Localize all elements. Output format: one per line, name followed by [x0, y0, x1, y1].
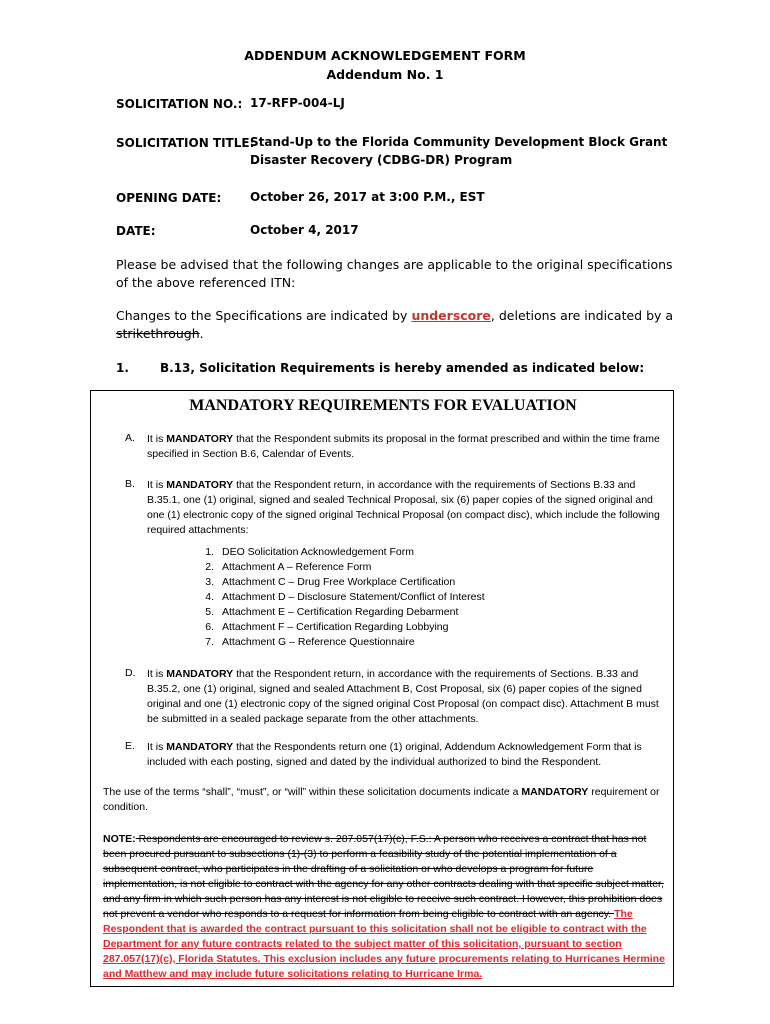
req-b-post: that the Respondent return, in accordance with the requirements of Sections B.33 and B.35.1, one (1) original, signed and sealed Technical Proposal, six (6) paper copies of the signed original and one (1) electronic copy of the signed original Technical Proposal (on compact disc), which include the following required attachments:: [147, 479, 660, 536]
list-item: [186, 635, 485, 650]
list-item: [186, 590, 485, 605]
list-number: 2.: [205, 561, 214, 573]
list-text: Attachment A – Reference Form: [222, 561, 372, 573]
changes-prefix: Changes to the Specifications are indicated by: [116, 308, 412, 323]
req-a-pre: It is: [147, 433, 167, 445]
req-d-mandatory: MANDATORY: [166, 668, 234, 680]
changes-paragraph: [116, 307, 676, 343]
req-a-post: that the Respondent submits its proposal in the format prescribed and within the time frame specified in Section B.6, Calendar of Events.: [147, 433, 660, 460]
note-added-text: The Respondent that is awarded the contract pursuant to this solicitation shall not be eligible to contract with the Department for any future contracts related to the subject matter of this solicitation, pursuant to section 287.057(17)(c), Florida Statutes. This exclusion includes any future procurements relating to Hurricanes Hermine and Matthew and may include future solicitations relating to Hurricane Irma.: [103, 908, 665, 980]
mandatory-requirements-box: [90, 390, 674, 987]
req-d-post: that the Respondent return, in accordance with the requirements of Sections. B.33 and B.35.2, one (1) original, signed and sealed Attachment B, Cost Proposal, six (6) paper copies of the signed original and one (1) electronic copy of the signed original Cost Proposal (on compact disc). Attachment B must be submitted in a sealed package separate from the other attachments.: [147, 668, 659, 725]
opening-date-label: OPENING DATE:: [116, 191, 222, 205]
list-text: Attachment E – Certification Regarding Debarment: [222, 606, 459, 618]
item-number: 1.: [116, 361, 129, 375]
underscore-sample: underscore: [411, 308, 491, 323]
date-label: DATE:: [116, 224, 156, 238]
opening-date-value: October 26, 2017 at 3:00 P.M., EST: [250, 190, 485, 204]
solicitation-no-label: SOLICITATION NO.:: [116, 97, 243, 111]
list-item: [186, 620, 485, 635]
list-item: [186, 605, 485, 620]
advisory-paragraph: Please be advised that the following changes are applicable to the original specifications of the above referenced ITN:: [116, 257, 673, 290]
list-number: 4.: [205, 591, 214, 603]
list-item: [186, 575, 485, 590]
req-b-mandatory: MANDATORY: [166, 479, 234, 491]
list-number: 6.: [205, 621, 214, 633]
req-a-mandatory: MANDATORY: [166, 433, 234, 445]
list-number: 1.: [205, 546, 214, 558]
changes-suffix: .: [199, 326, 204, 341]
list-text: Attachment C – Drug Free Workplace Certification: [222, 576, 456, 588]
req-e-text: [147, 740, 667, 770]
list-text: Attachment G – Reference Questionnaire: [222, 636, 415, 648]
list-number: 7.: [205, 636, 214, 648]
req-a-letter: A.: [125, 432, 135, 444]
list-text: Attachment F – Certification Regarding Lobbying: [222, 621, 449, 633]
list-number: 3.: [205, 576, 214, 588]
solicitation-no-value: 17-RFP-004-LJ: [250, 96, 345, 110]
req-d-pre: It is: [147, 668, 167, 680]
list-text: DEO Solicitation Acknowledgement Form: [222, 546, 414, 558]
req-d-letter: D.: [125, 667, 136, 679]
list-item: [186, 545, 485, 560]
date-value: October 4, 2017: [250, 223, 359, 237]
terms-post: requirement or condition.: [103, 786, 660, 813]
req-e-pre: It is: [147, 741, 167, 753]
req-a-text: [147, 432, 667, 462]
req-e-mandatory: MANDATORY: [166, 741, 234, 753]
attachment-list: [186, 545, 485, 650]
list-number: 5.: [205, 606, 214, 618]
list-text: Attachment D – Disclosure Statement/Conflict of Interest: [222, 591, 485, 603]
solicitation-title-label: SOLICITATION TITLE:: [116, 136, 255, 150]
form-title: ADDENDUM ACKNOWLEDGEMENT FORM: [244, 48, 526, 63]
req-b-letter: B.: [125, 478, 135, 490]
req-d-text: [147, 667, 667, 727]
form-subtitle: Addendum No. 1: [326, 67, 444, 82]
note-label: NOTE:: [103, 833, 136, 845]
solicitation-title-value: Stand-Up to the Florida Community Development Block Grant Disaster Recovery (CDBG-DR) Program: [250, 135, 668, 167]
note-paragraph: [103, 832, 665, 982]
terms-paragraph: [103, 785, 665, 815]
strikethrough-sample: strikethrough: [116, 326, 200, 341]
req-e-letter: E.: [125, 740, 135, 752]
req-b-pre: It is: [147, 479, 167, 491]
req-e-post: that the Respondents return one (1) original, Addendum Acknowledgement Form that is included with each posting, signed and dated by the individual authorized to bind the Respondent.: [147, 741, 642, 768]
box-title: MANDATORY REQUIREMENTS FOR EVALUATION: [189, 397, 577, 414]
item-heading: B.13, Solicitation Requirements is hereby amended as indicated below:: [160, 361, 645, 375]
req-b-text: [147, 478, 667, 538]
terms-pre: The use of the terms “shall”, “must”, or “will” within these solicitation documents indicate a: [103, 786, 522, 798]
terms-mandatory: MANDATORY: [521, 786, 589, 798]
note-deleted-text: Respondents are encouraged to review s. 287.057(17)(c), F.S.: A person who receives a contract that has not been procured pursuant to subsections (1)-(3) to perform a feasibility study of the potential implementation of a subsequent contract, who participates in the drafting of a solicitation or who develops a program for future implementation, is not eligible to contract with the agency for any other contracts dealing with that specific subject matter, and any firm in which such person has any interest is not eligible to receive such contract. However, this prohibition does not prevent a vendor who responds to a request for information from being eligible to contract with an agency.: [103, 833, 664, 920]
changes-middle: , deletions are indicated by a: [490, 308, 674, 323]
list-item: [186, 560, 485, 575]
